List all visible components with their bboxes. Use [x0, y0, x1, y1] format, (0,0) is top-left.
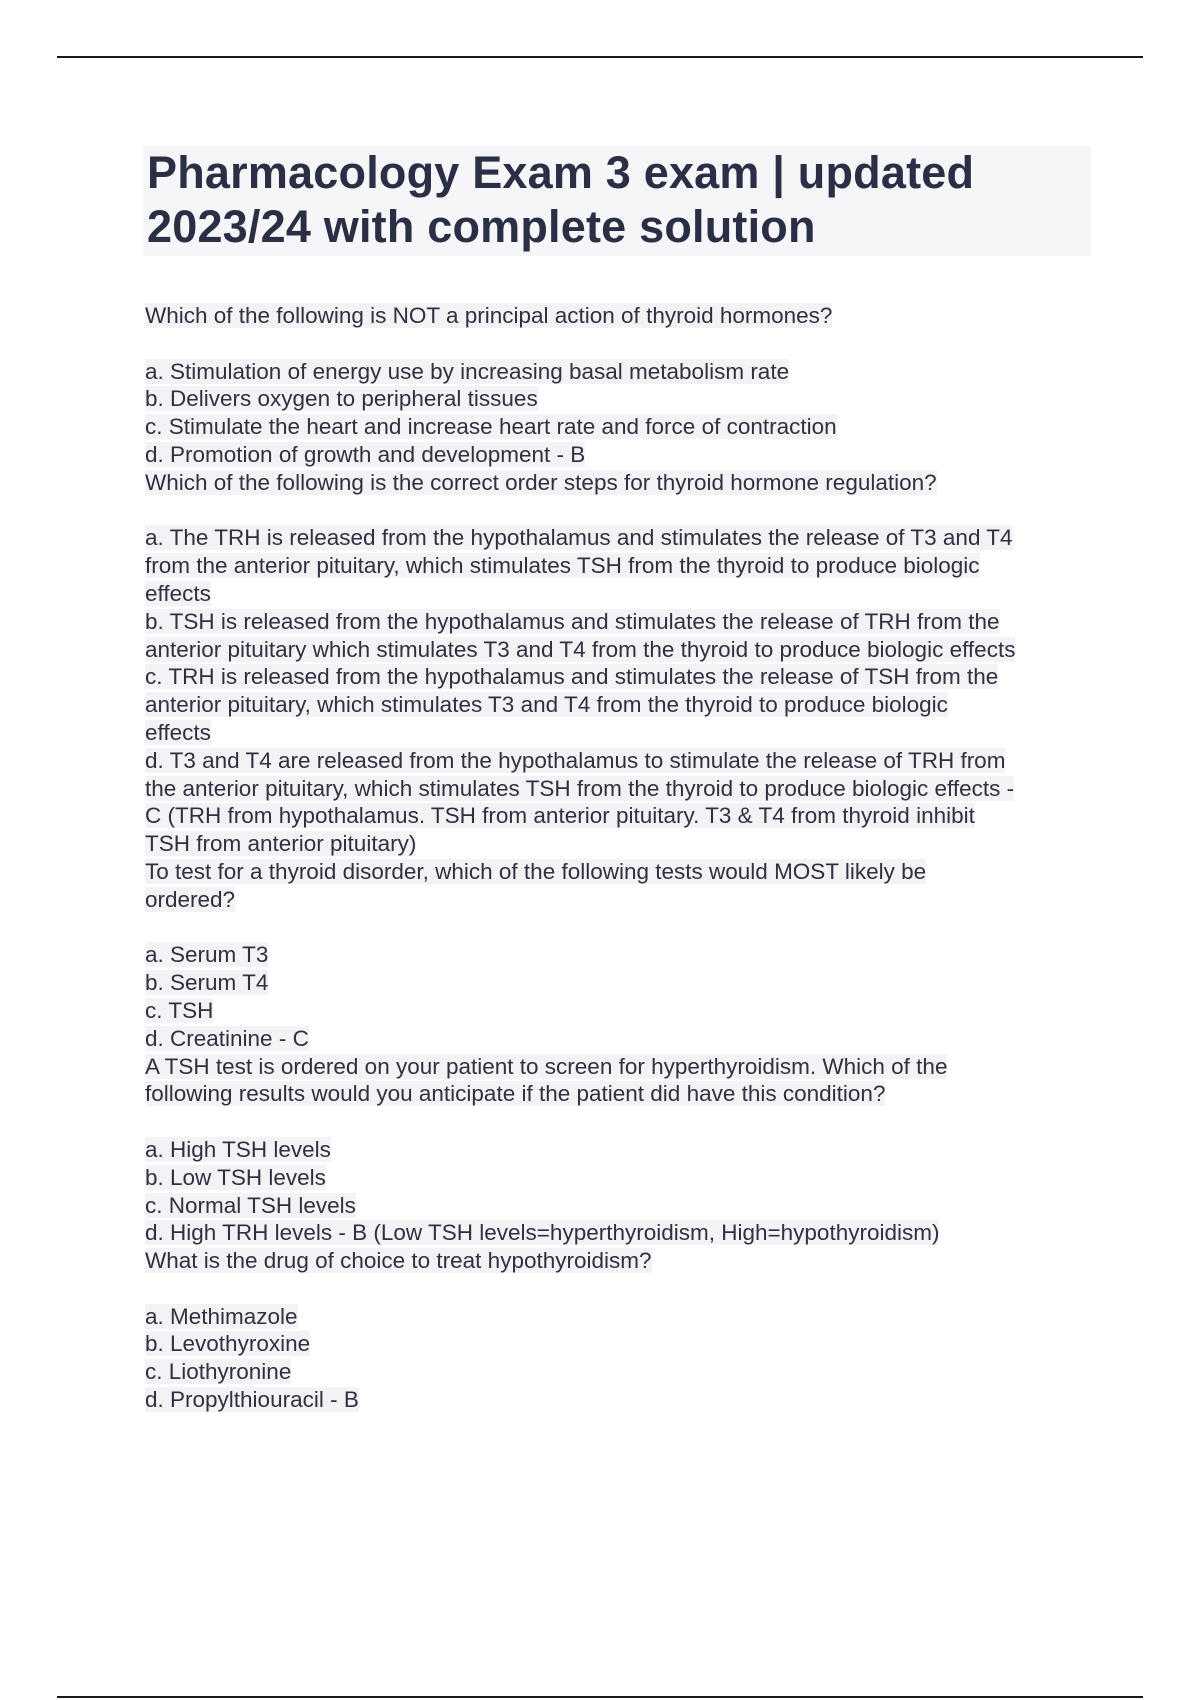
question-stem: Which of the following is NOT a principal action of thyroid hormones?	[145, 303, 833, 328]
option-a: a. The TRH is released from the hypothalamus and stimulates the release of T3 and T4	[145, 525, 1013, 551]
option-c: c. TSH	[145, 997, 214, 1023]
option-b: b. Serum T4	[145, 970, 269, 996]
top-rule	[57, 56, 1143, 58]
option-a: a. Methimazole	[145, 1303, 298, 1329]
question-1	[145, 302, 1091, 469]
question-list	[145, 302, 1091, 1414]
answer-explanation: C (TRH from hypothalamus. TSH from anterior pituitary. T3 & T4 from thyroid inhibit	[145, 803, 975, 829]
question-5	[145, 1247, 1091, 1414]
document-title	[147, 146, 1087, 254]
option-a-cont: from the anterior pituitary, which stimulates TSH from the thyroid to produce biologic	[145, 553, 980, 579]
option-d-answer: d. High TRH levels - B (Low TSH levels=hyperthyroidism, High=hypothyroidism)	[145, 1220, 940, 1246]
option-c-cont: anterior pituitary, which stimulates T3 and T4 from the thyroid to produce biologic	[145, 692, 948, 718]
option-c: c. Stimulate the heart and increase heart rate and force of contraction	[145, 414, 837, 440]
option-a-cont: effects	[145, 580, 211, 606]
option-c: c. Normal TSH levels	[145, 1192, 356, 1218]
question-2	[145, 469, 1091, 858]
option-a: a. Serum T3	[145, 942, 269, 968]
option-c: c. Liothyronine	[145, 1359, 292, 1385]
question-stem: To test for a thyroid disorder, which of the following tests would MOST likely be	[145, 858, 927, 884]
option-d-answer: d. Propylthiouracil - B	[145, 1387, 359, 1413]
question-3	[145, 858, 1091, 1053]
option-b-cont: anterior pituitary which stimulates T3 and T4 from the thyroid to produce biologic effects	[145, 636, 1016, 662]
option-c-cont: effects	[145, 719, 211, 745]
question-4	[145, 1053, 1091, 1248]
question-stem: ordered?	[145, 886, 236, 912]
title-block	[143, 146, 1091, 256]
option-c: c. TRH is released from the hypothalamus and stimulates the release of TSH from the	[145, 664, 999, 690]
option-b: b. Low TSH levels	[145, 1164, 326, 1190]
option-b: b. Levothyroxine	[145, 1331, 311, 1357]
option-a: a. High TSH levels	[145, 1136, 331, 1162]
option-d-answer: d. Creatinine - C	[145, 1025, 309, 1051]
option-b: b. Delivers oxygen to peripheral tissues	[145, 386, 538, 412]
question-stem: following results would you anticipate if the patient did have this condition?	[145, 1081, 886, 1107]
question-stem: What is the drug of choice to treat hypothyroidism?	[145, 1248, 652, 1274]
option-b: b. TSH is released from the hypothalamus and stimulates the release of TRH from the	[145, 608, 1000, 634]
title-line: Pharmacology Exam 3 exam | updated	[147, 147, 975, 198]
title-line: 2023/24 with complete solution	[147, 201, 816, 252]
answer-explanation: TSH from anterior pituitary)	[145, 831, 417, 857]
option-d: d. T3 and T4 are released from the hypothalamus to stimulate the release of TRH from	[145, 747, 1006, 773]
option-d-answer: d. Promotion of growth and development - B	[145, 441, 586, 467]
bottom-rule	[57, 1696, 1143, 1698]
question-stem: Which of the following is the correct order steps for thyroid hormone regulation?	[145, 469, 937, 495]
option-d-cont: the anterior pituitary, which stimulates TSH from the thyroid to produce biologic effects -	[145, 775, 1015, 801]
option-a: a. Stimulation of energy use by increasing basal metabolism rate	[145, 358, 790, 384]
question-stem: A TSH test is ordered on your patient to screen for hyperthyroidism. Which of the	[145, 1053, 948, 1079]
